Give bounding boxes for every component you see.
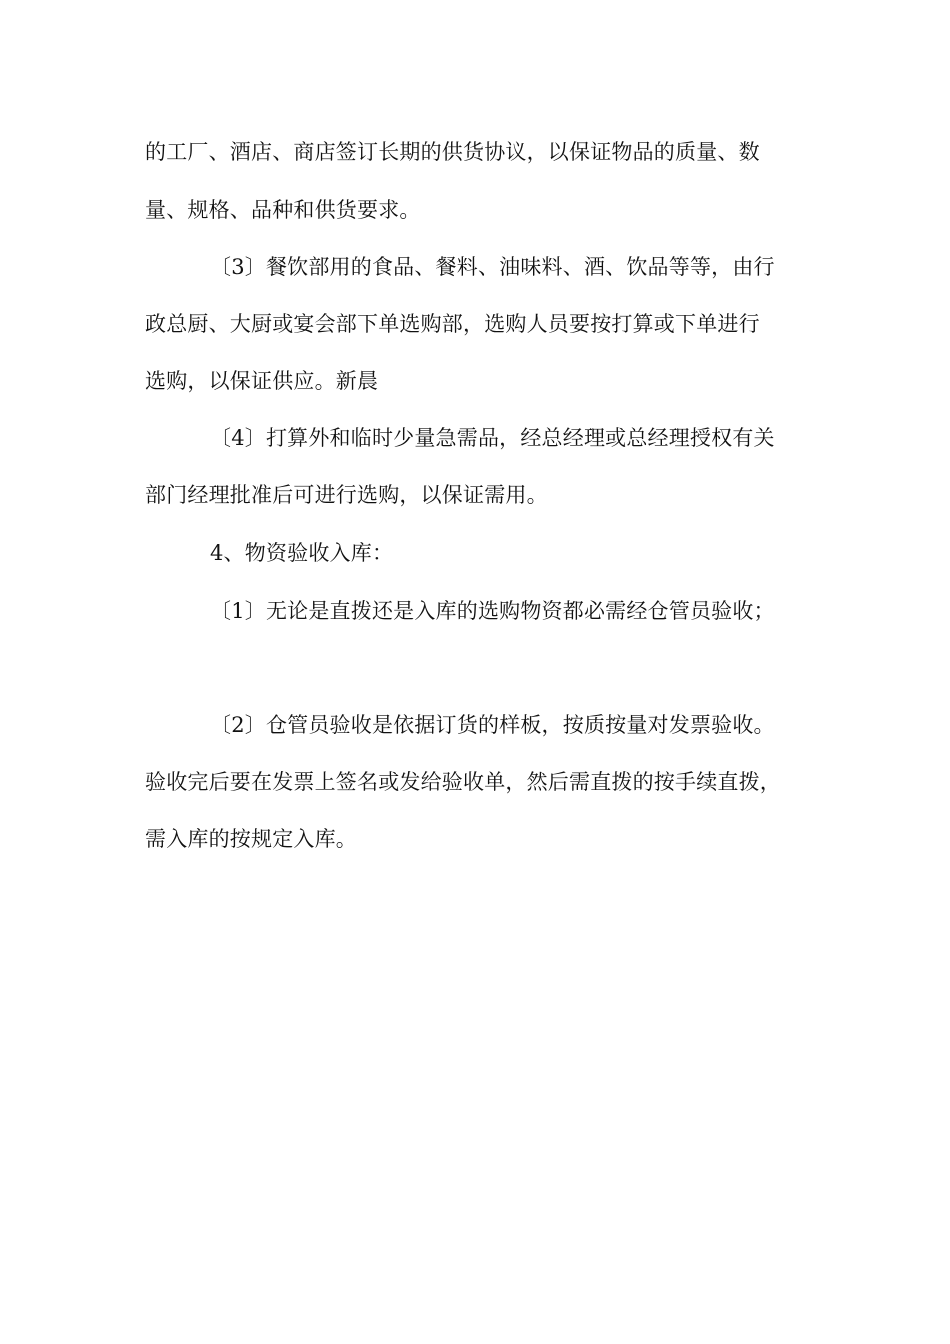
section-heading: 4、物资验收入库： (210, 541, 394, 565)
paragraph-line: 需入库的按规定入库。 (145, 827, 357, 851)
paragraph-line: 〔2〕仓管员验收是依据订货的样板，按质按量对发票验收。 (210, 713, 775, 737)
paragraph-line: 〔1〕无论是直拨还是入库的选购物资都必需经仓管员验收； (210, 599, 775, 623)
paragraph-line: 选购，以保证供应。新晨 (145, 369, 379, 393)
paragraph-line: 的工厂、酒店、商店签订长期的供货协议，以保证物品的质量、数 (145, 140, 760, 164)
paragraph-line: 验收完后要在发票上签名或发给验收单，然后需直拨的按手续直拨， (145, 770, 781, 794)
paragraph-line: 〔4〕打算外和临时少量急需品，经总经理或总经理授权有关 (210, 426, 775, 450)
paragraph-line: 〔3〕餐饮部用的食品、餐料、油味料、酒、饮品等等，由行 (210, 255, 775, 279)
paragraph-line: 政总厨、大厨或宴会部下单选购部，选购人员要按打算或下单进行 (145, 312, 760, 336)
paragraph-line: 部门经理批准后可进行选购，以保证需用。 (145, 483, 548, 507)
paragraph-line: 量、规格、品种和供货要求。 (145, 198, 421, 222)
